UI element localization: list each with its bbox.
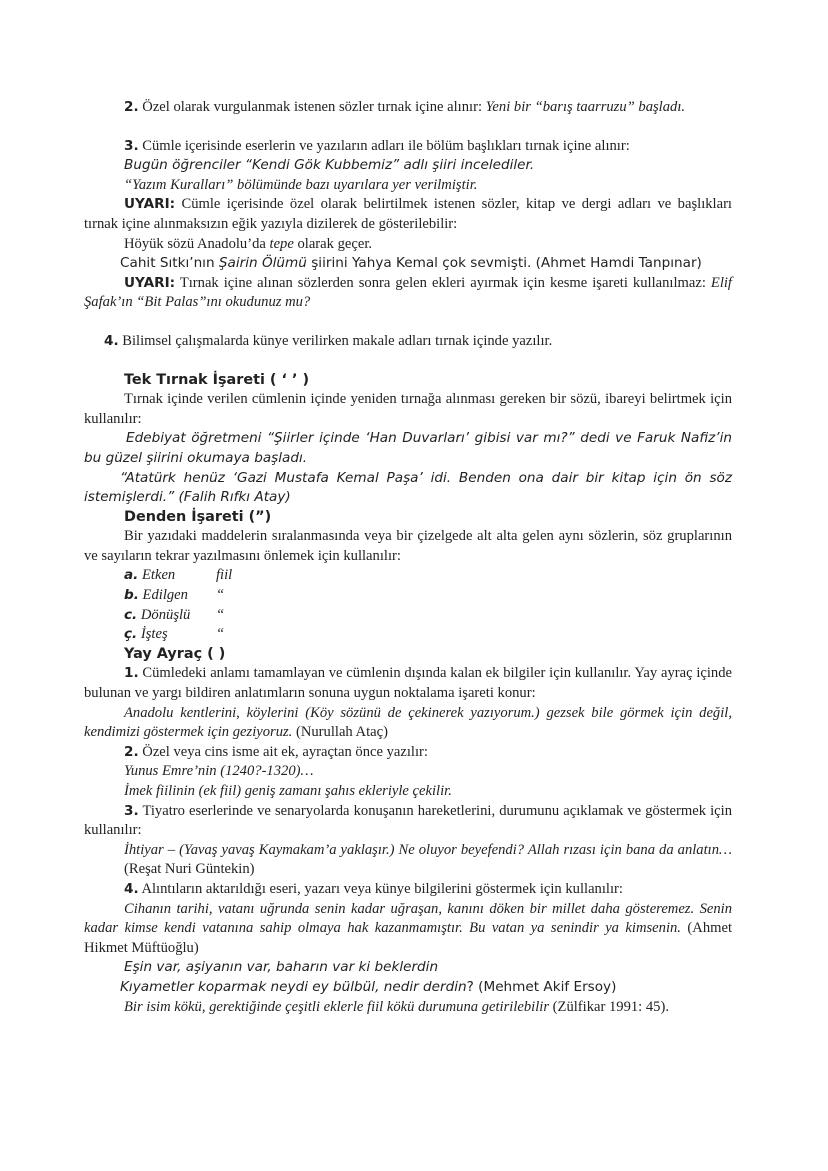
example	[84, 254, 732, 274]
example-source: (Reşat Nuri Güntekin)	[124, 861, 255, 878]
ditto-list	[84, 566, 732, 644]
rule-3	[84, 802, 732, 841]
example-text: Höyük sözü Anadolu’da	[124, 235, 270, 252]
example	[84, 900, 732, 959]
rule-2	[84, 743, 732, 763]
rule-number: 2.	[124, 743, 139, 760]
example-text: İhtiyar – (Yavaş yavaş Kaymakam’a yaklaşır.) Ne oluyor beyefendi? Allah rızası için bana da anlatın…	[124, 841, 732, 858]
rule-text: Alıntıların aktarıldığı eseri, yazarı veya künye bilgilerini göstermek için kullanılır:	[138, 880, 623, 897]
item-letter: ç.	[124, 626, 138, 643]
section-heading-ditto: Denden İşareti (”)	[124, 508, 272, 525]
item-letter: a.	[124, 567, 139, 584]
rule-number: 1.	[124, 665, 139, 682]
document-page	[84, 98, 732, 1017]
example: Edebiyat öğretmeni “Şiirler içinde ‘Han Duvarları’ gibisi var mı?” dedi ve Faruk Nafiz’in bu güzel şiirini okumaya başladı.	[84, 430, 732, 466]
warning-label: UYARI:	[124, 196, 176, 213]
list-item	[124, 606, 732, 626]
rule-number: 3.	[124, 802, 139, 819]
rule-4	[84, 880, 732, 900]
item-value: fiil	[216, 567, 233, 584]
example: Yeni bir “barış taarruzu” başladı.	[485, 99, 686, 115]
example: “Atatürk henüz ‘Gazi Mustafa Kemal Paşa’ idi. Benden ona dair bir kitap için ön söz istemişlerdi.” (Falih Rıfkı Atay)	[84, 469, 732, 506]
rule-text: Cümle içerisinde eserlerin ve yazıların adları ile bölüm başlıkları tırnak içine alınır:	[138, 137, 630, 154]
example	[84, 998, 732, 1018]
warning-text: Cümle içerisinde özel olarak belirtilmek istenen sözler, kitap ve dergi adları ve başlıkları tırnak içine alınmaksızın eğik yazıyla dizilerek de gösterilebilir:	[84, 196, 732, 232]
example: Elif Şafak’ın “Bit Palas”ını okudunuz mu?	[84, 274, 732, 311]
example-source: (Nurullah Ataç)	[292, 724, 388, 741]
rule-text: Bilimsel çalışmalarda künye verilirken makale adları tırnak içinde yazılır.	[118, 332, 553, 349]
rule-3	[84, 137, 732, 157]
rule-number: 4.	[104, 332, 119, 349]
rule-1	[84, 664, 732, 703]
section-heading-single-quote: Tek Tırnak İşareti ( ‘ ’ )	[124, 371, 310, 388]
example-text: Bir isim kökü, gerektiğinde çeşitli eklerle fiil kökü durumuna getirilebilir	[124, 998, 550, 1015]
example-italic: tepe	[269, 235, 294, 252]
rule-text: Cümledeki anlamı tamamlayan ve cümlenin dışında kalan ek bilgiler için kullanılır. Yay ayraç içinde bulunan ve yargı bildiren anlatımların sonuna uygun noktalama işareti konur:	[84, 665, 732, 702]
example-source: ? (Mehmet Akif Ersoy)	[466, 978, 617, 995]
warning	[84, 274, 732, 313]
example	[84, 704, 732, 743]
rule-text: Özel olarak vurgulanmak istenen sözler tırnak içine alınır:	[138, 99, 486, 115]
item-value: “	[216, 626, 225, 643]
example: Bugün öğrenciler “Kendi Gök Kubbemiz” adlı şiiri incelediler.	[124, 157, 535, 174]
example-text: Kıyametler koparmak neydi ey bülbül, nedir derdin	[120, 978, 467, 995]
item-letter: b.	[124, 587, 139, 604]
item-value: “	[216, 587, 225, 604]
rule-number: 4.	[124, 880, 139, 897]
item-value: “	[216, 606, 225, 623]
item-word: Dönüşlü	[137, 606, 191, 623]
rule-number: 2.	[124, 99, 139, 115]
list-item	[124, 586, 732, 606]
example-text: Cahit Sıtkı’nın	[120, 255, 219, 272]
example-text: şiirini Yahya Kemal çok sevmişti. (Ahmet Hamdi Tanpınar)	[306, 255, 702, 272]
section-text: Tırnak içinde verilen cümlenin içinde yeniden tırnağa alınması gereken bir sözü, ibareyi belirtmek için kullanılır:	[84, 391, 732, 427]
list-item	[124, 625, 732, 645]
example-text: Cihanın tarihi, vatanı uğrunda senin kadar uğraşan, kanını döken bir millet daha gösteremez. Senin kadar kimse kendi vatanına sahip olmaya hak kazanmamıştır. Bu vatan ya senindir ya kimsenin.	[84, 900, 732, 937]
rule-text: Tiyatro eserlerinde ve senaryolarda konuşanın hareketlerini, durumunu açıklamak ve göstermek için kullanılır:	[84, 802, 732, 839]
rule-4	[84, 332, 732, 352]
example-verse-line	[84, 978, 732, 998]
warning-text: Tırnak içine alınan sözlerden sonra gelen ekleri ayırmak için kesme işareti kullanılmaz:	[175, 274, 711, 291]
example-source: (Ahmet Hikmet Müftüoğlu)	[84, 920, 732, 956]
example-verse-line: Eşin var, aşiyanın var, baharın var ki beklerdin	[124, 959, 439, 976]
warning-label: UYARI:	[124, 274, 176, 291]
list-item	[124, 566, 732, 586]
example-text: Anadolu kentlerini, köylerini (Köy sözünü de çekinerek yazıyorum.) gezsek bile görmek için değil, kendimizi göstermek için geziyoruz.	[84, 704, 732, 741]
item-word: İşteş	[137, 626, 168, 643]
section-heading-parentheses: Yay Ayraç ( )	[124, 645, 226, 662]
item-letter: c.	[124, 606, 138, 623]
rule-text: Özel veya cins isme ait ek, ayraçtan önce yazılır:	[138, 743, 428, 760]
example: İmek fiilinin (ek fiil) geniş zamanı şahıs ekleriyle çekilir.	[124, 783, 452, 799]
warning	[84, 195, 732, 234]
example-italic: Şairin Ölümü	[218, 255, 307, 272]
example-text: olarak geçer.	[293, 235, 373, 252]
section-text: Bir yazıdaki maddelerin sıralanmasında veya bir çizelgede alt alta gelen aynı sözlerin, söz gruplarının ve sayıların tekrar yazılmasını önlemek için kullanılır:	[84, 528, 732, 564]
example: Yunus Emre’nin (1240?-1320)…	[124, 763, 314, 780]
rule-2	[84, 98, 732, 118]
example-source: (Zülfikar 1991: 45).	[549, 998, 669, 1015]
item-word: Edilgen	[138, 587, 188, 604]
example	[84, 841, 732, 880]
rule-number: 3.	[124, 137, 139, 154]
example	[84, 235, 732, 255]
example: “Yazım Kuralları” bölümünde bazı uyarılara yer verilmiştir.	[124, 176, 478, 193]
item-word: Etken	[138, 567, 176, 584]
